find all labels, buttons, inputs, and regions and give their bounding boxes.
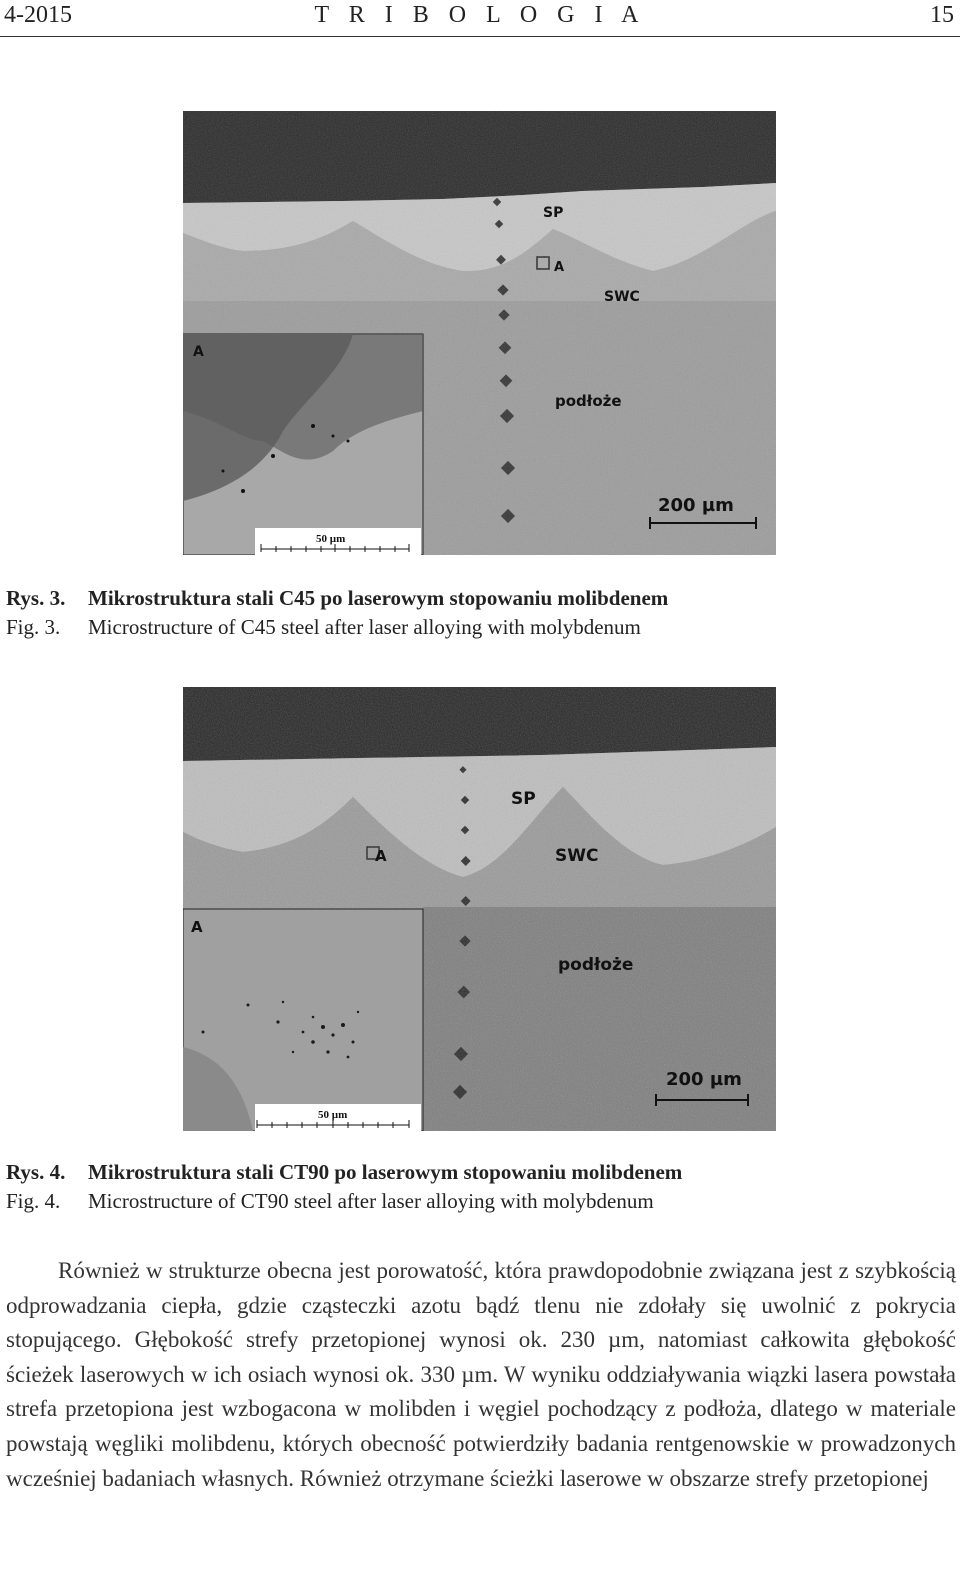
inset-a <box>183 334 423 555</box>
label-swc: SWC <box>555 846 599 866</box>
caption-prefix: Rys. 3. <box>6 586 66 610</box>
label-substrate: podłoże <box>558 955 634 975</box>
label-a: A <box>554 260 565 275</box>
label-sp: SP <box>543 205 564 221</box>
inset-a <box>183 909 423 1131</box>
label-swc: SWC <box>604 289 640 305</box>
caption-text: Mikrostruktura stali C45 po laserowym stopowaniu molibdenem <box>88 586 669 610</box>
figure-3-micrograph <box>183 111 776 555</box>
inset-scale-label: 50 µm <box>318 1109 348 1121</box>
inset-label: A <box>191 918 203 936</box>
page-number: 15 <box>930 2 954 28</box>
caption-prefix: Rys. 4. <box>6 1160 66 1184</box>
issue-number: 4-2015 <box>4 2 72 28</box>
body-paragraph: Również w strukturze obecna jest porowatość, która prawdopodobnie związana jest z szybkością odprowadzania ciepła, gdzie cząsteczki azotu bądź tlenu nie zdołały się uwolnić z pokrycia stopującego. Głębokość strefy przetopionej wynosi ok. 230 µm, natomiast całkowita głębokość ścieżek laserowych w ich osiach wynosi ok. 330 µm. W wyniku oddziaływania wiązki lasera powstała strefa przetopiona jest wzbogacona w molibden i węgiel pochodzący z podłoża, dlatego w materiale powstają węgliki molibdenu, których obecność potwierdziły badania rentgenowskie w prowadzonych wcześniej badaniach własnych. Również otrzymane ścieżki laserowe w obszarze strefy przetopionej <box>6 1258 956 1491</box>
figure-4-caption-en <box>6 1189 654 1214</box>
figure-4-micrograph <box>183 687 776 1131</box>
scale-label: 200 µm <box>666 1069 742 1090</box>
caption-prefix: Fig. 3. <box>6 615 61 639</box>
figure-3-caption-en <box>6 615 641 640</box>
inset-scale-label: 50 µm <box>316 533 346 545</box>
scale-label: 200 µm <box>658 495 734 516</box>
label-sp: SP <box>511 789 536 809</box>
caption-text: Mikrostruktura stali CT90 po laserowym stopowaniu molibdenem <box>88 1160 683 1184</box>
body-text <box>6 1254 956 1496</box>
label-substrate: podłoże <box>555 392 622 410</box>
inset-label: A <box>193 344 204 360</box>
caption-text: Microstructure of C45 steel after laser alloying with molybdenum <box>88 615 641 639</box>
figure-3-caption-pl <box>6 586 668 611</box>
label-a: A <box>375 847 387 865</box>
figure-4-caption-pl <box>6 1160 682 1185</box>
journal-title: T R I B O L O G I A <box>314 2 646 28</box>
caption-prefix: Fig. 4. <box>6 1189 61 1213</box>
page-header <box>0 0 960 37</box>
caption-text: Microstructure of CT90 steel after laser alloying with molybdenum <box>88 1189 654 1213</box>
